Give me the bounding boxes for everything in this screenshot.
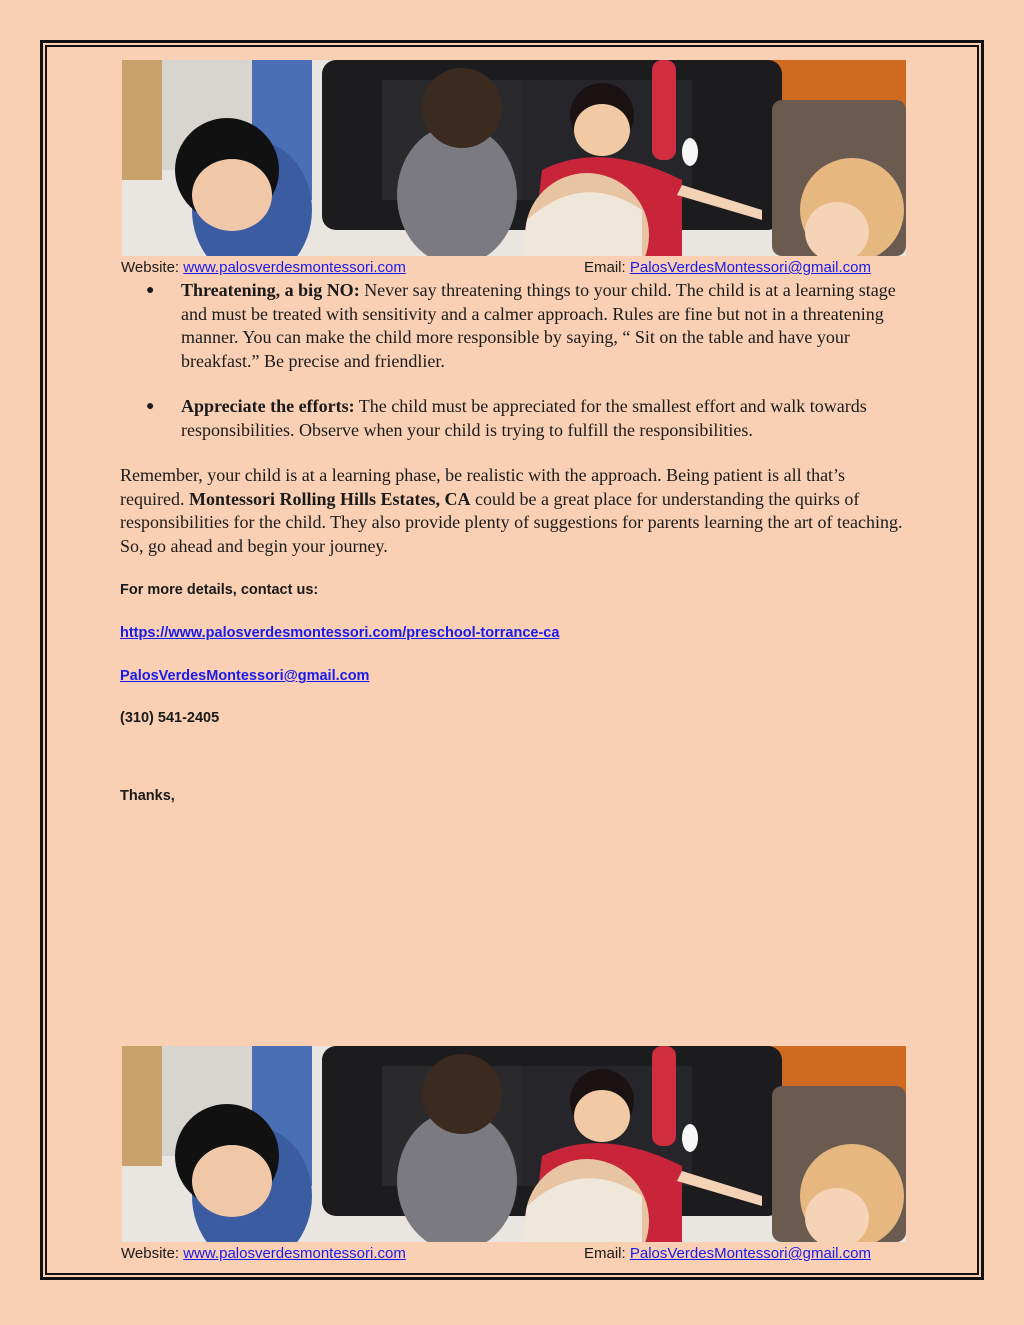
website-link[interactable]: www.palosverdesmontessori.com	[183, 1245, 406, 1262]
bullet-title: Threatening, a big NO:	[181, 280, 360, 300]
paragraph-text-1: Remember, your child is at a learning phase, be realistic with the approach. Being patient is all that’s required.	[120, 465, 846, 509]
footer-photo	[122, 1046, 906, 1242]
header-website	[121, 259, 406, 276]
header-contact-line	[121, 259, 905, 279]
tips-list	[120, 279, 910, 442]
email-link[interactable]: PalosVerdesMontessori@gmail.com	[629, 1245, 872, 1262]
list-item	[120, 395, 910, 442]
bullet-title: Appreciate the efforts:	[181, 396, 355, 416]
email-link[interactable]: PalosVerdesMontessori@gmail.com	[629, 259, 872, 276]
bullet-text: Never say threatening things to your child. The child is at a learning stage and must be treated with sensitivity and a calmer approach. Rules are fine but not in a threatening manner. You can make the child more responsible by saying, “ Sit on the table and have your breakfast.” Be precise and friendlier.	[181, 280, 896, 371]
closing-thanks: Thanks,	[120, 788, 175, 804]
website-label: Website:	[121, 259, 180, 276]
contact-url	[120, 625, 559, 641]
website-link[interactable]: www.palosverdesmontessori.com	[183, 259, 406, 276]
closing-paragraph	[120, 464, 910, 558]
list-item	[120, 279, 910, 373]
email-label: Email:	[584, 259, 626, 276]
contact-phone: (310) 541-2405	[120, 710, 220, 726]
paragraph-bold: Montessori Rolling Hills Estates, CA	[188, 488, 471, 509]
bullet-text: The child must be appreciated for the smallest effort and walk towards responsibilities. Observe when your child is trying to fulfill the responsibilities.	[181, 396, 867, 440]
footer-email	[584, 1245, 871, 1262]
header-email	[584, 259, 871, 276]
contact-url-link[interactable]: https://www.palosverdesmontessori.com/preschool-torrance-ca	[120, 625, 560, 641]
footer-website	[121, 1245, 406, 1262]
email-label: Email:	[584, 1245, 626, 1262]
footer-contact-line	[121, 1245, 905, 1265]
paragraph-text-2: could be a great place for understanding the quirks of responsibilities for the child. They also provide plenty of suggestions for parents learning the art of teaching. So, go ahead and begin your journey.	[120, 488, 903, 556]
bullet-icon: ●	[146, 283, 155, 298]
header-photo	[122, 60, 906, 256]
bullet-icon: ●	[146, 399, 155, 414]
contact-heading: For more details, contact us:	[120, 582, 319, 598]
contact-email	[120, 668, 369, 684]
contact-email-link[interactable]: PalosVerdesMontessori@gmail.com	[120, 668, 370, 684]
website-label: Website:	[121, 1245, 180, 1262]
